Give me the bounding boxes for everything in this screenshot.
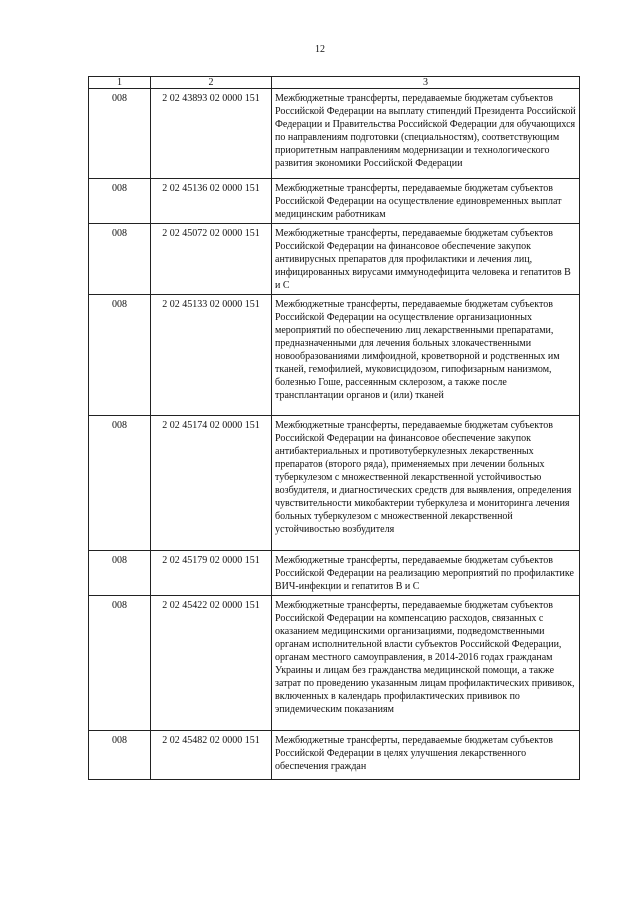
description-cell: Межбюджетные трансферты, передаваемые бюджетам субъектов Российской Федерации на осуществление организационных мероприятий по обеспечению лиц лекарственными препаратами, предназначенными для лечения больных злокачественными новообразованиями лимфоидной, кроветворной и родственных им тканей, гемофилией, муковисцидозом, гипофизарным нанизмом, болезнью Гоше, рассеянным склерозом, а также после трансплантации органов и (или) тканей <box>272 295 580 416</box>
admin-code-cell: 008 <box>89 179 151 224</box>
admin-code-cell: 008 <box>89 295 151 416</box>
column-header-1: 1 <box>89 77 151 89</box>
table-row <box>89 596 580 731</box>
admin-code-cell: 008 <box>89 416 151 551</box>
description-cell: Межбюджетные трансферты, передаваемые бюджетам субъектов Российской Федерации на компенсацию расходов, связанных с оказанием медицинскими организациями, подведомственными органам исполнительной власти субъектов Российской Федерации, органам местного самоуправления, в 2014-2016 годах гражданам Украины и лицам без гражданства медицинской помощи, а также затрат по проведению указанным лицам профилактических прививок, включенных в календарь профилактических прививок по эпидемическим показаниям <box>272 596 580 731</box>
budget-code-cell: 2 02 45422 02 0000 151 <box>151 596 272 731</box>
table-row <box>89 731 580 780</box>
admin-code-cell: 008 <box>89 731 151 780</box>
budget-code-cell: 2 02 45072 02 0000 151 <box>151 224 272 295</box>
admin-code-cell: 008 <box>89 89 151 179</box>
budget-code-cell: 2 02 45179 02 0000 151 <box>151 551 272 596</box>
description-cell: Межбюджетные трансферты, передаваемые бюджетам субъектов Российской Федерации на финансовое обеспечение закупок антивирусных препаратов для профилактики и лечения лиц, инфицированных вирусами иммунодефицита человека и гепатитов В и С <box>272 224 580 295</box>
column-header-2: 2 <box>151 77 272 89</box>
budget-code-cell: 2 02 45133 02 0000 151 <box>151 295 272 416</box>
table-row <box>89 89 580 179</box>
table-row <box>89 179 580 224</box>
table-row <box>89 295 580 416</box>
table-row <box>89 551 580 596</box>
budget-classification-table <box>88 76 580 780</box>
description-cell: Межбюджетные трансферты, передаваемые бюджетам субъектов Российской Федерации на осуществление единовременных выплат медицинским работникам <box>272 179 580 224</box>
budget-code-cell: 2 02 45482 02 0000 151 <box>151 731 272 780</box>
budget-code-cell: 2 02 43893 02 0000 151 <box>151 89 272 179</box>
description-cell: Межбюджетные трансферты, передаваемые бюджетам субъектов Российской Федерации на выплату стипендий Президента Российской Федерации и Правительства Российской Федерации для обучающихся по направлениям подготовки (специальностям), соответствующим приоритетным направлениям модернизации и технологического развития экономики Российской Федерации <box>272 89 580 179</box>
admin-code-cell: 008 <box>89 551 151 596</box>
description-cell: Межбюджетные трансферты, передаваемые бюджетам субъектов Российской Федерации на реализацию мероприятий по профилактике ВИЧ-инфекции и гепатитов В и С <box>272 551 580 596</box>
column-header-3: 3 <box>272 77 580 89</box>
page-number: 12 <box>315 44 325 55</box>
budget-code-cell: 2 02 45136 02 0000 151 <box>151 179 272 224</box>
table-header-row <box>89 77 580 89</box>
admin-code-cell: 008 <box>89 596 151 731</box>
budget-code-cell: 2 02 45174 02 0000 151 <box>151 416 272 551</box>
table-row <box>89 416 580 551</box>
table-row <box>89 224 580 295</box>
description-cell: Межбюджетные трансферты, передаваемые бюджетам субъектов Российской Федерации в целях улучшения лекарственного обеспечения граждан <box>272 731 580 780</box>
description-cell: Межбюджетные трансферты, передаваемые бюджетам субъектов Российской Федерации на финансовое обеспечение закупок антибактериальных и противотуберкулезных лекарственных препаратов (второго ряда), применяемых при лечении больных туберкулезом с множественной лекарственной устойчивостью возбудителя, и диагностических средств для выявления, определения чувствительности микобактерии туберкулеза и мониторинга лечения больных туберкулезом с множественной лекарственной устойчивостью возбудителя <box>272 416 580 551</box>
admin-code-cell: 008 <box>89 224 151 295</box>
